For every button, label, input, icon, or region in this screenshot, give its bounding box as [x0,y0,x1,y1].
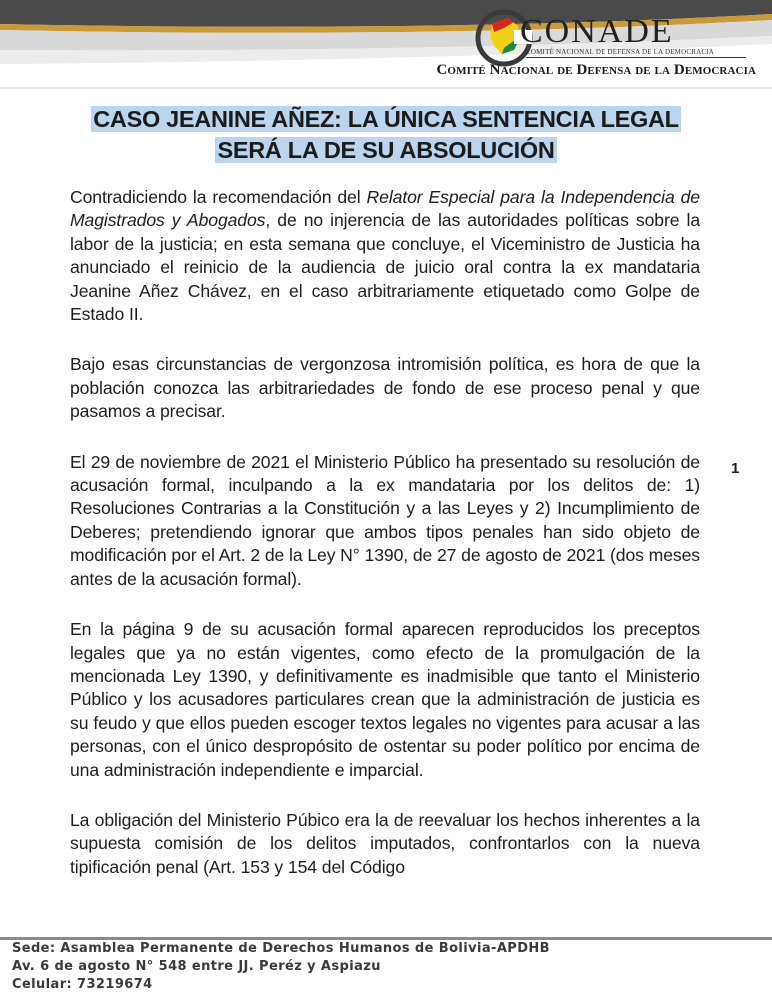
page-footer [0,930,772,1000]
page-number: 1 [731,460,740,477]
footer-street-line: Av. 6 de agosto N° 548 entre JJ. Peréz y Aspiazu [12,959,381,974]
logo-subtitle: COMITÉ NACIONAL DE DEFENSA DE LA DEMOCRACIA [526,48,715,56]
paragraph-3: El 29 de noviembre de 2021 el Ministerio Público ha presentado su resolución de acusación formal, inculpando a la ex mandataria por los delitos de: 1) Resoluciones Contrarias a la Constitución y a las Leyes y 2) Incumplimiento de Deberes; pretendiendo ignorar que ambos tipos penales han sido objeto de modificación por el Art. 2 de la Ley N° 1390, de 27 de agosto de 2021 (dos meses antes de la acusación formal). [70,451,700,589]
document-body [70,186,700,906]
paragraph-4: En la página 9 de su acusación formal aparecen reproducidos los preceptos legales que ya no están vigentes, como efecto de la promulgación de la mencionada Ley 1390, y definitivamente es inadmisible que tanto el Ministerio Público y los acusadores particulares crean que la administración de justicia es su feudo y que ellos pueden escoger textos legales no vigentes para acusar a las personas, con el único despropósito de ostentar su poder político por encima de una administración independiente e imparcial. [70,619,700,780]
conade-logo [436,4,770,90]
title-line-2: SERÁ LA DE SU ABSOLUCIÓN [217,137,555,163]
organization-name: Comité Nacional de Defensa de la Democracia [436,62,756,78]
paragraph-1-text-end: , de no injerencia de las autoridades políticas sobre la labor de la justicia; en esta semana que concluye, el Viceministro de Justicia ha anunciado el reinicio de la audiencia de juicio oral contra la ex mandataria Jeanine Añez Chávez, en el caso arbitrariamente etiquetado como Golpe de Estado II. [70,210,701,325]
footer-contact [12,940,550,994]
paragraph-2: Bajo esas circunstancias de vergonzosa intromisión política, es hora de que la población conozca las arbitrariedades de fondo de ese proceso penal y que pasamos a precisar. [70,354,700,422]
paragraph-1-text-start: Contradiciendo la recomendación del [70,187,367,207]
logo-wordmark: CONADE [520,13,674,50]
paragraph-1 [70,186,700,326]
footer-address-line: Sede: Asamblea Permanente de Derechos Humanos de Bolivia-APDHB [12,941,550,956]
paragraph-1-italic-reference: Relator Especial para la Independencia de Magistrados y Abogados [70,187,700,231]
page-header [0,0,772,92]
document-title [20,104,752,166]
paragraph-5: La obligación del Ministerio Púbico era la de reevaluar los hechos inherentes a la supuesta comisión de los delitos imputados, confrontarlos con la nueva tipificación penal (Art. 153 y 154 del Código [70,809,700,877]
footer-phone-line: Celular: 73219674 [12,977,153,992]
logo-divider [526,57,746,58]
title-line-1: CASO JEANINE AÑEZ: LA ÚNICA SENTENCIA LEGAL [93,106,679,132]
